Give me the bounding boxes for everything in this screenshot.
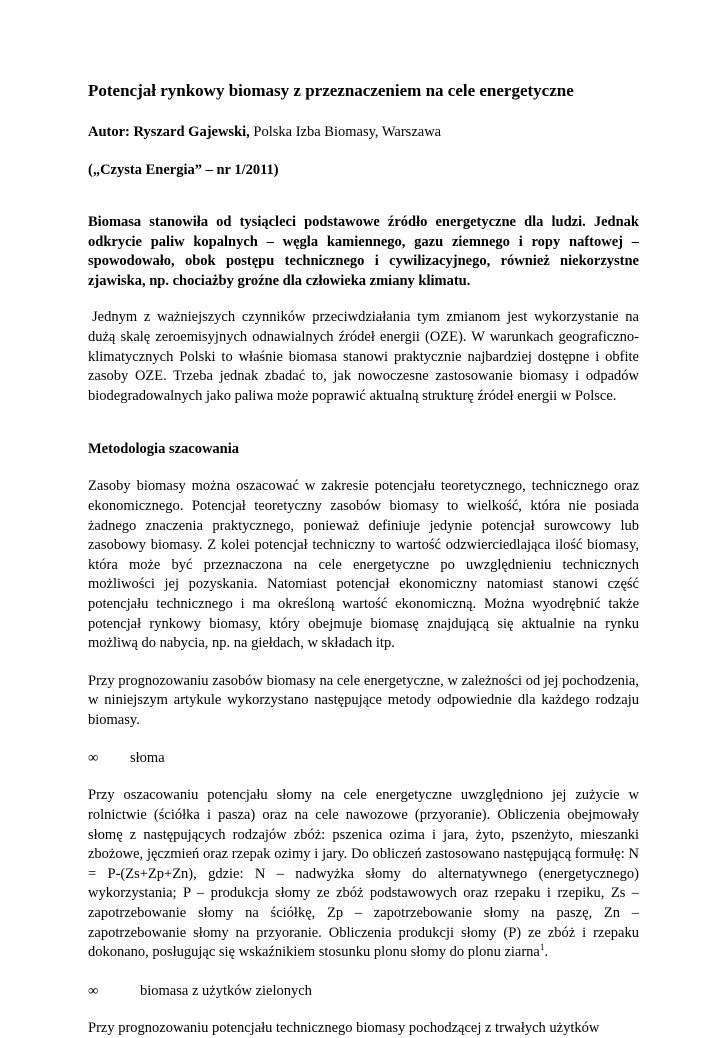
infinity-bullet-icon: ∞ [88,982,99,999]
grassland-paragraph: Przy prognozowaniu potencjału technicznego biomasy pochodzącej z trwałych użytków [88,1019,600,1036]
section-heading: Metodologia szacowania [88,441,240,458]
straw-paragraph-text: Przy oszacowaniu potencjału słomy na cele energetyczne uwzględniono jej zużycie w rolnictwie (ściółka i pasza) oraz na cele nawozowe (przyoranie). Obliczenia obejmowały słomę z następujących rodzajów zbóż: pszenica ozima i jara, żyto, pszenżyto, mieszanki zbożowe, jęczmień oraz rzepak ozimy i jary. Do obliczeń zastosowano następującą formułę: N = P-(Zs+Zp+Zn), gdzie: N – nadwyżka słomy do alternatywnego (energetycznego) wykorzystania; P – produkcja słomy ze zbóż podstawowych oraz rzepaku i rzepiku, Zs – zapotrzebowanie słomy na ściółkę, Zp – zapotrzebowanie słomy na paszę, Zn – zapotrzebowanie słomy na przyoranie. Obliczenia produkcji słomy (P) ze zbóż i rzepaku dokonano, posługując się wskaźnikiem stosunku plonu słomy do plonu ziarna [88,787,639,961]
lead-paragraph: Biomasa stanowiła od tysiącleci podstawowe źródło energetyczne dla ludzi. Jednak odkrycie paliw kopalnych – węgla kamiennego, gazu ziemnego i ropy naftowej – spowodowało, obok postępu technicznego i cywilizacyjnego, również niekorzystne zjawiska, np. chociażby groźne dla człowieka zmiany klimatu. [88,214,639,289]
author-line [88,122,639,142]
document-page [88,80,639,1038]
footnote-marker[interactable]: 1 [539,942,545,953]
intro-paragraph: Jednym z ważniejszych czynników przeciwdziałania tym zmianom jest wykorzystanie na dużą skalę zeroemisyjnych odnawialnych źródeł energii (OZE). W warunkach geograficzno-klimatycznych Polski to właśnie biomasa stanowi praktycznie najbardziej dostępne i obfite zasoby OZE. Trzeba jednak zbadać to, jak nowoczesne zastosowanie biomasy i odpadów biodegradowalnych jako paliwa może poprawić aktualną strukturę źródeł energii w Polsce. [88,309,639,404]
straw-paragraph-end: . [544,944,548,961]
straw-paragraph [88,786,639,962]
infinity-bullet-icon: ∞ [88,750,99,767]
document-title: Potencjał rynkowy biomasy z przeznaczeniem na cele energetyczne [88,81,574,100]
list-item-grassland [88,981,639,1001]
methodology-paragraph-2: Przy prognozowaniu zasobów biomasy na cele energetyczne, w zależności od jej pochodzenia, w niniejszym artykule wykorzystano następujące metody odpowiednie dla każdego rodzaju biomasy. [88,672,639,728]
list-item-label: biomasa z użytków zielonych [140,982,312,999]
author-name: Autor: Ryszard Gajewski, [88,124,250,140]
list-item-label: słoma [130,750,165,767]
list-item-straw [88,748,639,768]
source-citation: („Czysta Energia” – nr 1/2011) [88,162,279,178]
methodology-paragraph-1: Zasoby biomasy można oszacować w zakresie potencjału teoretycznego, technicznego oraz ekonomicznego. Potencjał teoretyczny zasobów biomasy to wielkość, która nie posiada żadnego znaczenia praktycznego, ponieważ definiuje jedynie potencjał surowcowy lub zasobowy biomasy. Z kolei potencjał techniczny to wartość odzwierciedlająca ilość biomasy, która może być przeznaczona na cele energetyczne po uwzględnieniu technicznych możliwości jej pozyskania. Natomiast potencjał ekonomiczny natomiast stanowi część potencjału technicznego i ma określoną wartość ekonomiczną. Można wyodrębnić także potencjał rynkowy biomasy, który obejmuje biomasę znajdującą się aktualnie na rynku możliwą do nabycia, np. na giełdach, w składach itp. [88,478,639,652]
author-affiliation: Polska Izba Biomasy, Warszawa [249,124,442,140]
